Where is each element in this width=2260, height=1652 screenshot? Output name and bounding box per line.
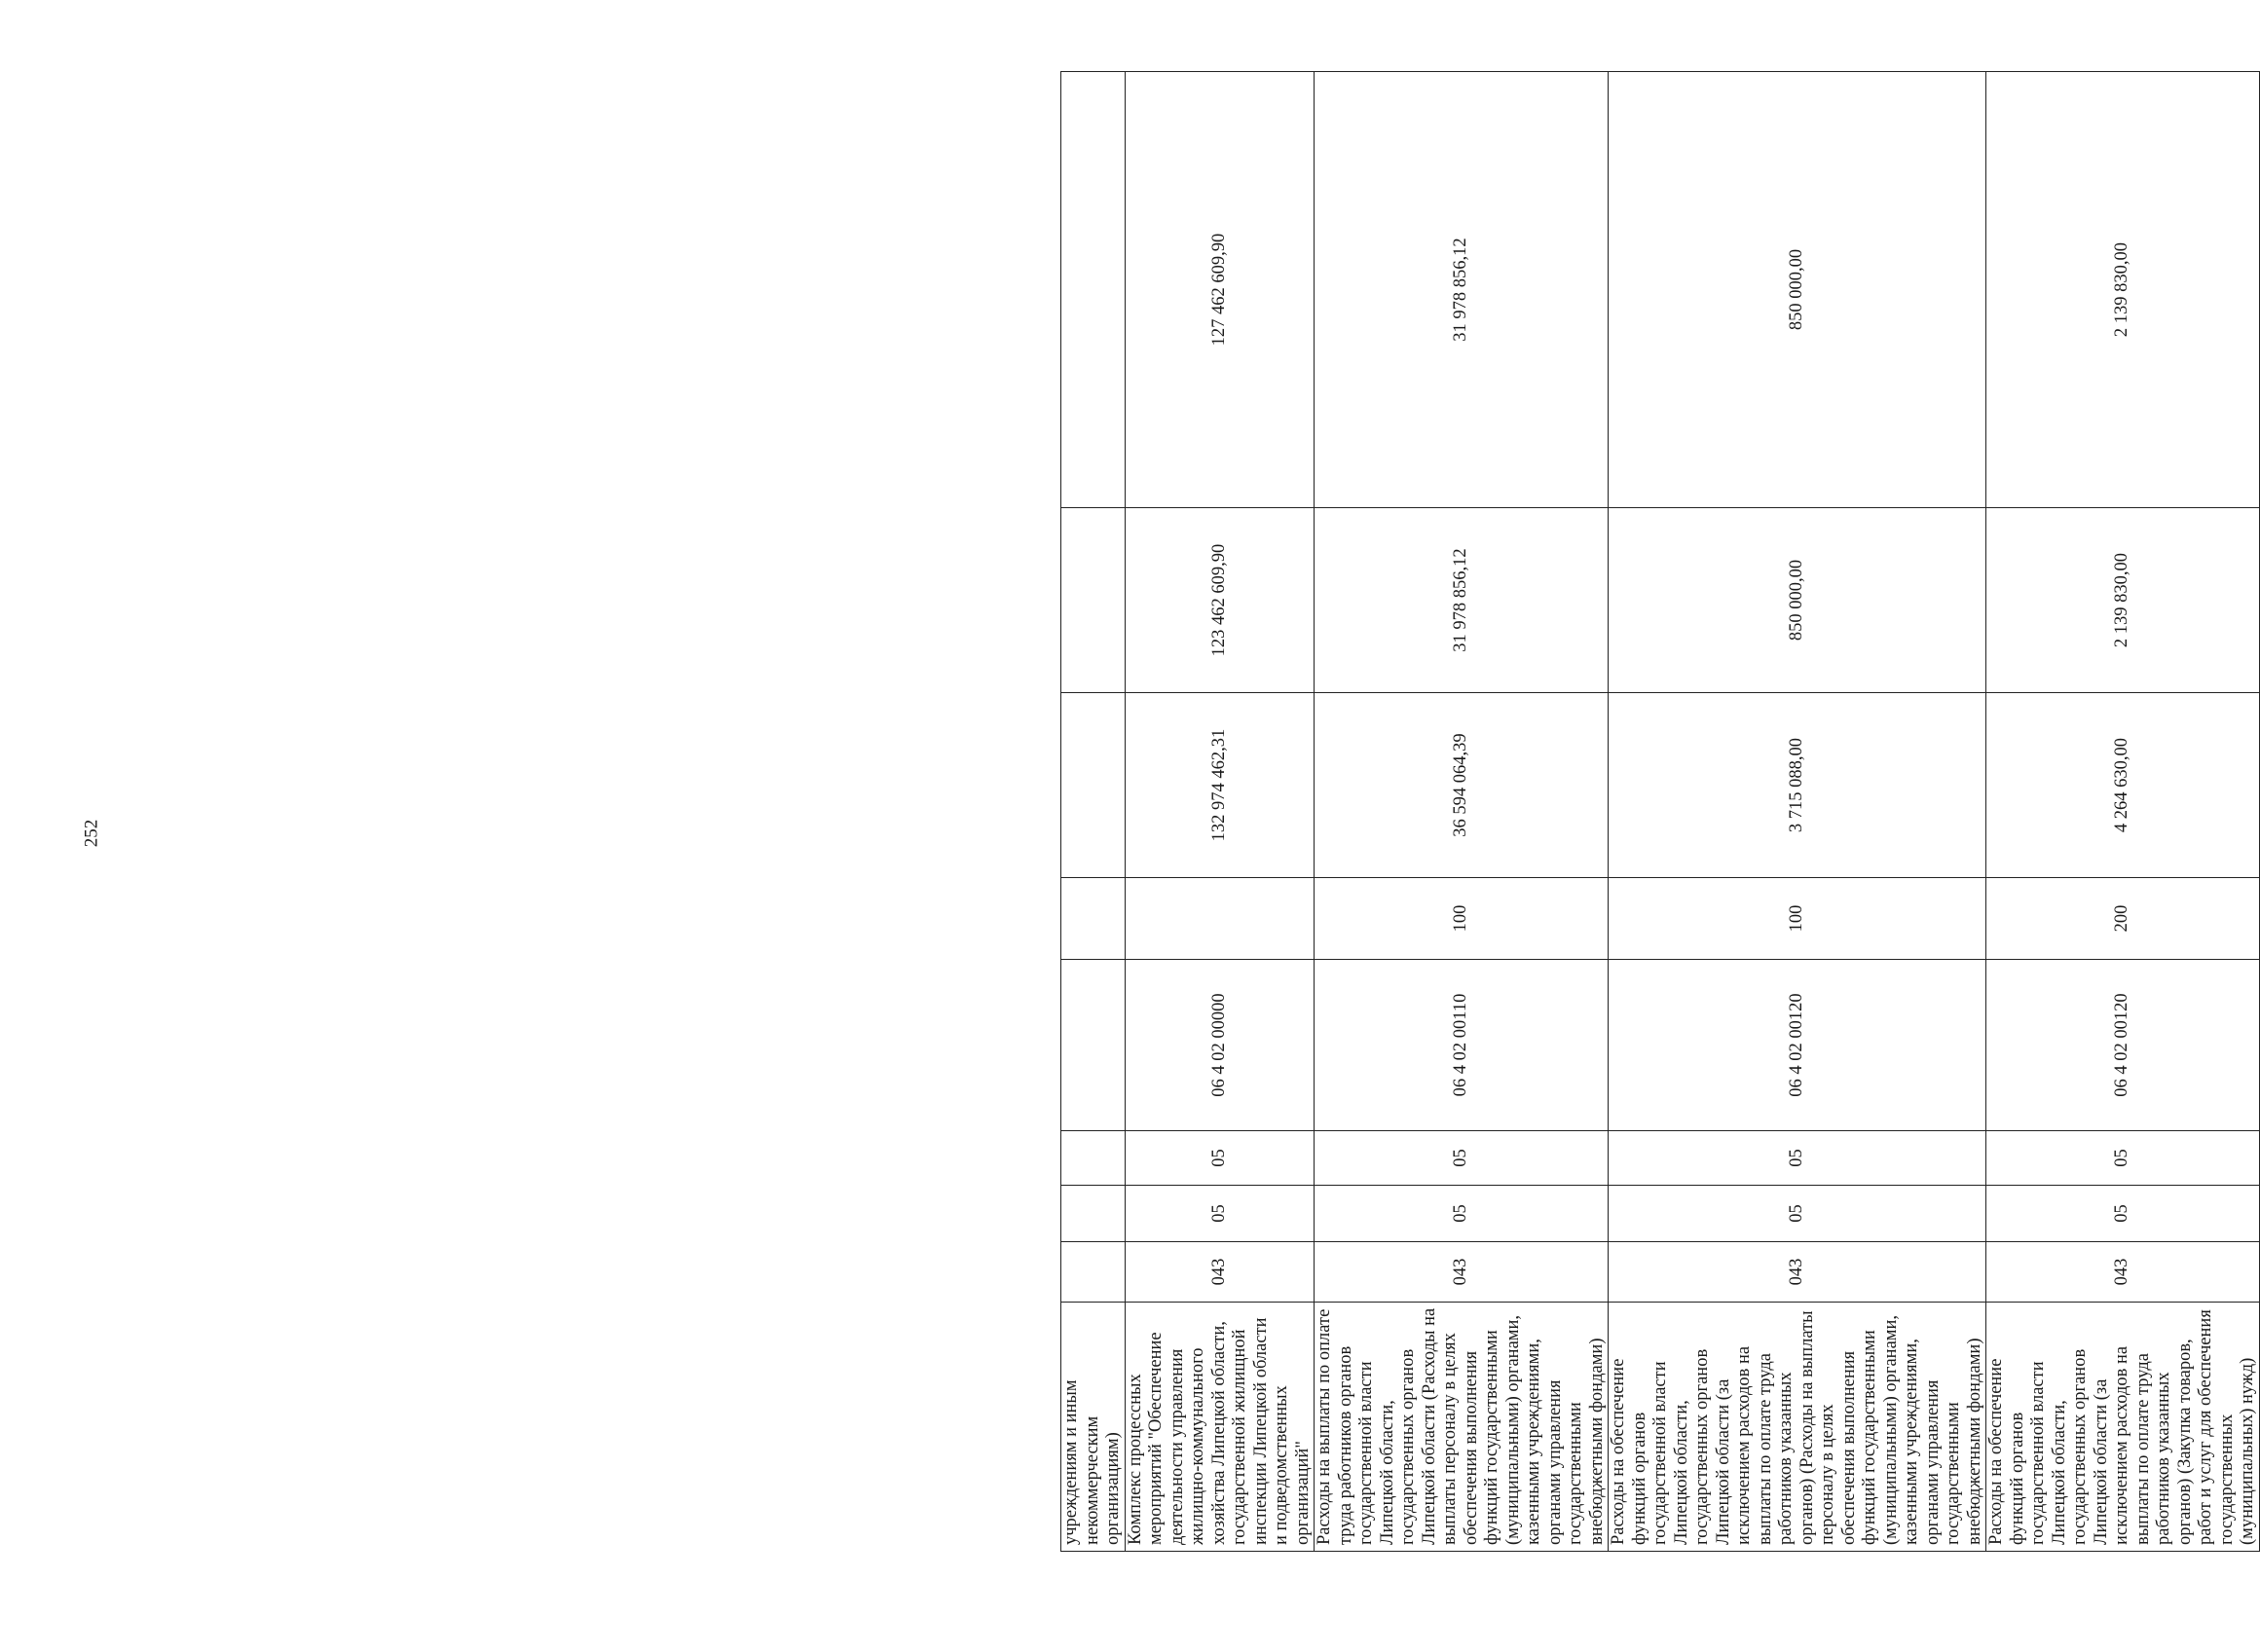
expense-type-cell: 100 xyxy=(1315,878,1609,960)
section-code-cell: 05 xyxy=(1315,1186,1609,1242)
row-name-cell: Комплекс процессных мероприятий "Обеспечение деятельности управления жилищно-коммунального хозяйства Липецкой области, государственной жилищной инспекции Липецкой области и подведомственных организаций" xyxy=(1125,1303,1315,1552)
subsection-code-cell: 05 xyxy=(1315,1131,1609,1186)
budget-table-container xyxy=(1060,72,2257,1552)
amount-cell-3: 31 978 856,12 xyxy=(1315,72,1609,508)
amount-cell-2: 850 000,00 xyxy=(1609,508,1986,693)
amount-cell-1: 36 594 064,39 xyxy=(1315,693,1609,878)
amount-cell-3: 127 462 609,90 xyxy=(1125,72,1315,508)
amount-cell-1: 132 974 462,31 xyxy=(1125,693,1315,878)
table-row xyxy=(1609,72,1986,1552)
admin-code-cell: 043 xyxy=(1986,1242,2260,1303)
expense-type-cell: 200 xyxy=(1986,878,2260,960)
expense-type-cell: 100 xyxy=(1609,878,1986,960)
section-code-cell: 05 xyxy=(1125,1186,1315,1242)
table-row xyxy=(1125,72,1315,1552)
admin-code-cell: 043 xyxy=(1315,1242,1609,1303)
amount-cell-1: 3 715 088,00 xyxy=(1609,693,1986,878)
amount-cell-3: 850 000,00 xyxy=(1609,72,1986,508)
table-row xyxy=(1986,72,2260,1552)
page-number-text: 252 xyxy=(81,819,101,848)
subsection-code-cell: 05 xyxy=(1986,1131,2260,1186)
table-row xyxy=(1315,72,1609,1552)
admin-code-cell: 043 xyxy=(1125,1242,1315,1303)
row-name-cell: учреждениям и иным некоммерческим организациям) xyxy=(1061,1303,1126,1552)
subsection-code-cell: 05 xyxy=(1125,1131,1315,1186)
target-article-cell: 06 4 02 00110 xyxy=(1315,960,1609,1131)
page-number xyxy=(70,814,113,853)
amount-cell-2: 2 139 830,00 xyxy=(1986,508,2260,693)
target-article-cell: 06 4 02 00120 xyxy=(1609,960,1986,1131)
target-article-cell xyxy=(1061,960,1126,1131)
admin-code-cell xyxy=(1061,1242,1126,1303)
amount-cell-3: 2 139 830,00 xyxy=(1986,72,2260,508)
section-code-cell: 05 xyxy=(1609,1186,1986,1242)
admin-code-cell: 043 xyxy=(1609,1242,1986,1303)
table-row xyxy=(1061,72,1126,1552)
row-name-cell: Расходы на обеспечение функций органов государственной власти Липецкой области, государственных органов Липецкой области (за исключением расходов на выплаты по оплате труда работников указанных органов) (Расходы на выплаты персоналу в целях обеспечения выполнения функций государственными (муниципальными) органами, казенными учреждениями, органами управления государственными внебюджетными фондами) xyxy=(1609,1303,1986,1552)
target-article-cell: 06 4 02 00120 xyxy=(1986,960,2260,1131)
subsection-code-cell: 05 xyxy=(1609,1131,1986,1186)
section-code-cell xyxy=(1061,1186,1126,1242)
budget-table xyxy=(1060,71,2260,1552)
amount-cell-2: 31 978 856,12 xyxy=(1315,508,1609,693)
expense-type-cell xyxy=(1125,878,1315,960)
amount-cell-1 xyxy=(1061,693,1126,878)
section-code-cell: 05 xyxy=(1986,1186,2260,1242)
target-article-cell: 06 4 02 00000 xyxy=(1125,960,1315,1131)
row-name-cell: Расходы на обеспечение функций органов государственной власти Липецкой области, государственных органов Липецкой области (за исключением расходов на выплаты по оплате труда работников указанных органов) (Закупка товаров, работ и услуг для обеспечения государственных (муниципальных) нужд) xyxy=(1986,1303,2260,1552)
amount-cell-2 xyxy=(1061,508,1126,693)
amount-cell-3 xyxy=(1061,72,1126,508)
amount-cell-2: 123 462 609,90 xyxy=(1125,508,1315,693)
subsection-code-cell xyxy=(1061,1131,1126,1186)
amount-cell-1: 4 264 630,00 xyxy=(1986,693,2260,878)
row-name-cell: Расходы на выплаты по оплате труда работников органов государственной власти Липецкой области, государственных органов Липецкой области (Расходы на выплаты персоналу в целях обеспечения выполнения функций государственными (муниципальными) органами, казенными учреждениями, органами управления государственными внебюджетными фондами) xyxy=(1315,1303,1609,1552)
expense-type-cell xyxy=(1061,878,1126,960)
